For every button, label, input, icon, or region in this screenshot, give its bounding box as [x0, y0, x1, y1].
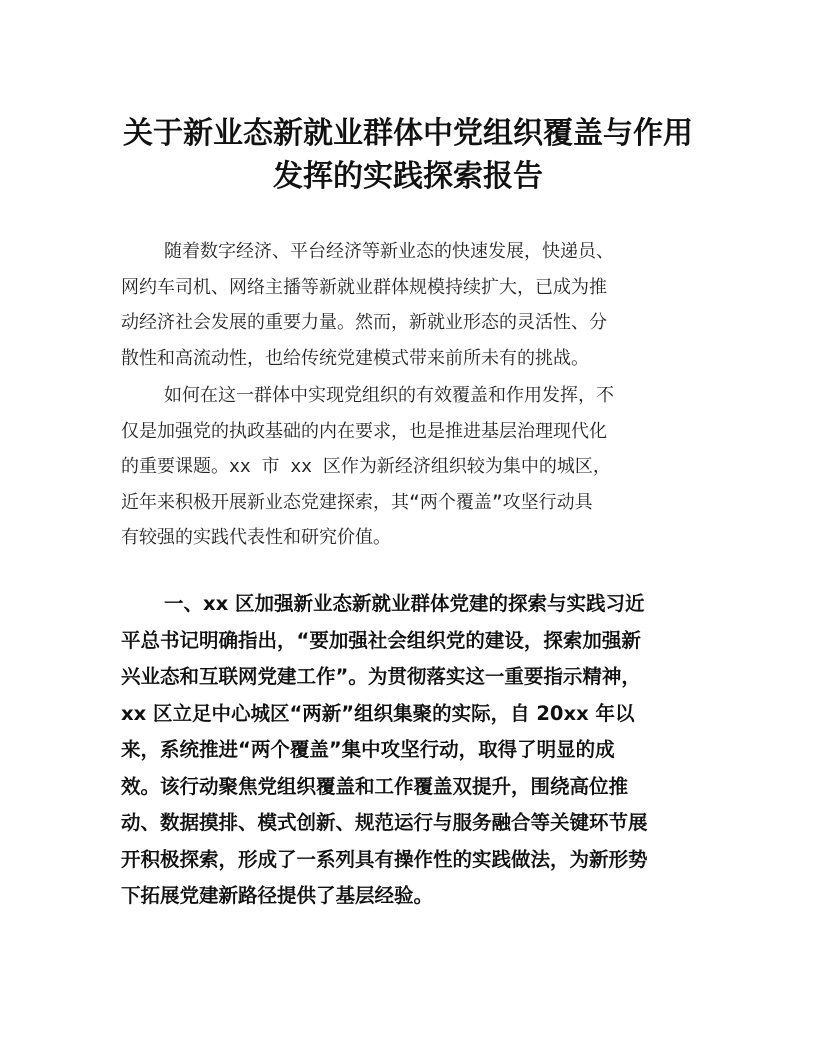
- title-line: 发挥的实践探索报告: [273, 159, 543, 194]
- paragraph-line: 散性和高流动性，也给传统党建模式带来前所未有的挑战。: [121, 347, 589, 369]
- paragraph-line: 网约车司机、网络主播等新就业群体规模持续扩大，已成为推: [121, 276, 607, 298]
- paragraph-line: 开积极探索，形成了一系列具有操作性的实践做法，为新形势: [121, 847, 648, 871]
- paragraph-line: 一、xx 区加强新业态新就业群体党建的探索与实践习近: [164, 592, 645, 615]
- paragraph-line: 的重要课题。xx 市 xx 区作为新经济组织较为集中的城区，: [121, 456, 611, 477]
- paragraph-line: 近年来积极开展新业态党建探索，其“两个覆盖”攻坚行动具: [121, 491, 593, 513]
- paragraph-line: xx 区立足中心城区“两新”组织集聚的实际，自 20xx 年以: [121, 701, 635, 725]
- paragraph-line: 兴业态和互联网党建工作”。为贯彻落实这一重要指示精神，: [121, 665, 641, 688]
- title-line: 关于新业态新就业群体中党组织覆盖与作用: [123, 116, 693, 151]
- background-paragraph: [121, 378, 696, 556]
- paragraph-line: 如何在这一群体中实现党组织的有效覆盖和作用发挥，不: [164, 385, 614, 406]
- paragraph-line: 有较强的实践代表性和研究价值。: [121, 527, 391, 548]
- paragraph-line: 效。该行动聚焦党组织覆盖和工作覆盖双提升，围绕高位推: [121, 774, 629, 798]
- paragraph-line: 动、数据摸排、模式创新、规范运行与服务融合等关键环节展: [121, 811, 648, 834]
- paragraph-line: 来，系统推进“两个覆盖”集中攻坚行动，取得了明显的成: [121, 738, 615, 761]
- intro-paragraph: [121, 234, 696, 376]
- document-title: [100, 112, 716, 198]
- paragraph-line: 随着数字经济、平台经济等新业态的快速发展，快递员、: [164, 241, 614, 262]
- section-one-paragraph: [121, 586, 696, 915]
- paragraph-line: 平总书记明确指出，“要加强社会组织党的建设，探索加强新: [121, 628, 641, 652]
- paragraph-line: 仅是加强党的执政基础的内在要求，也是推进基层治理现代化: [121, 420, 607, 442]
- paragraph-line: 下拓展党建新路径提供了基层经验。: [121, 884, 434, 907]
- paragraph-line: 动经济社会发展的重要力量。然而，新就业形态的灵活性、分: [121, 312, 607, 333]
